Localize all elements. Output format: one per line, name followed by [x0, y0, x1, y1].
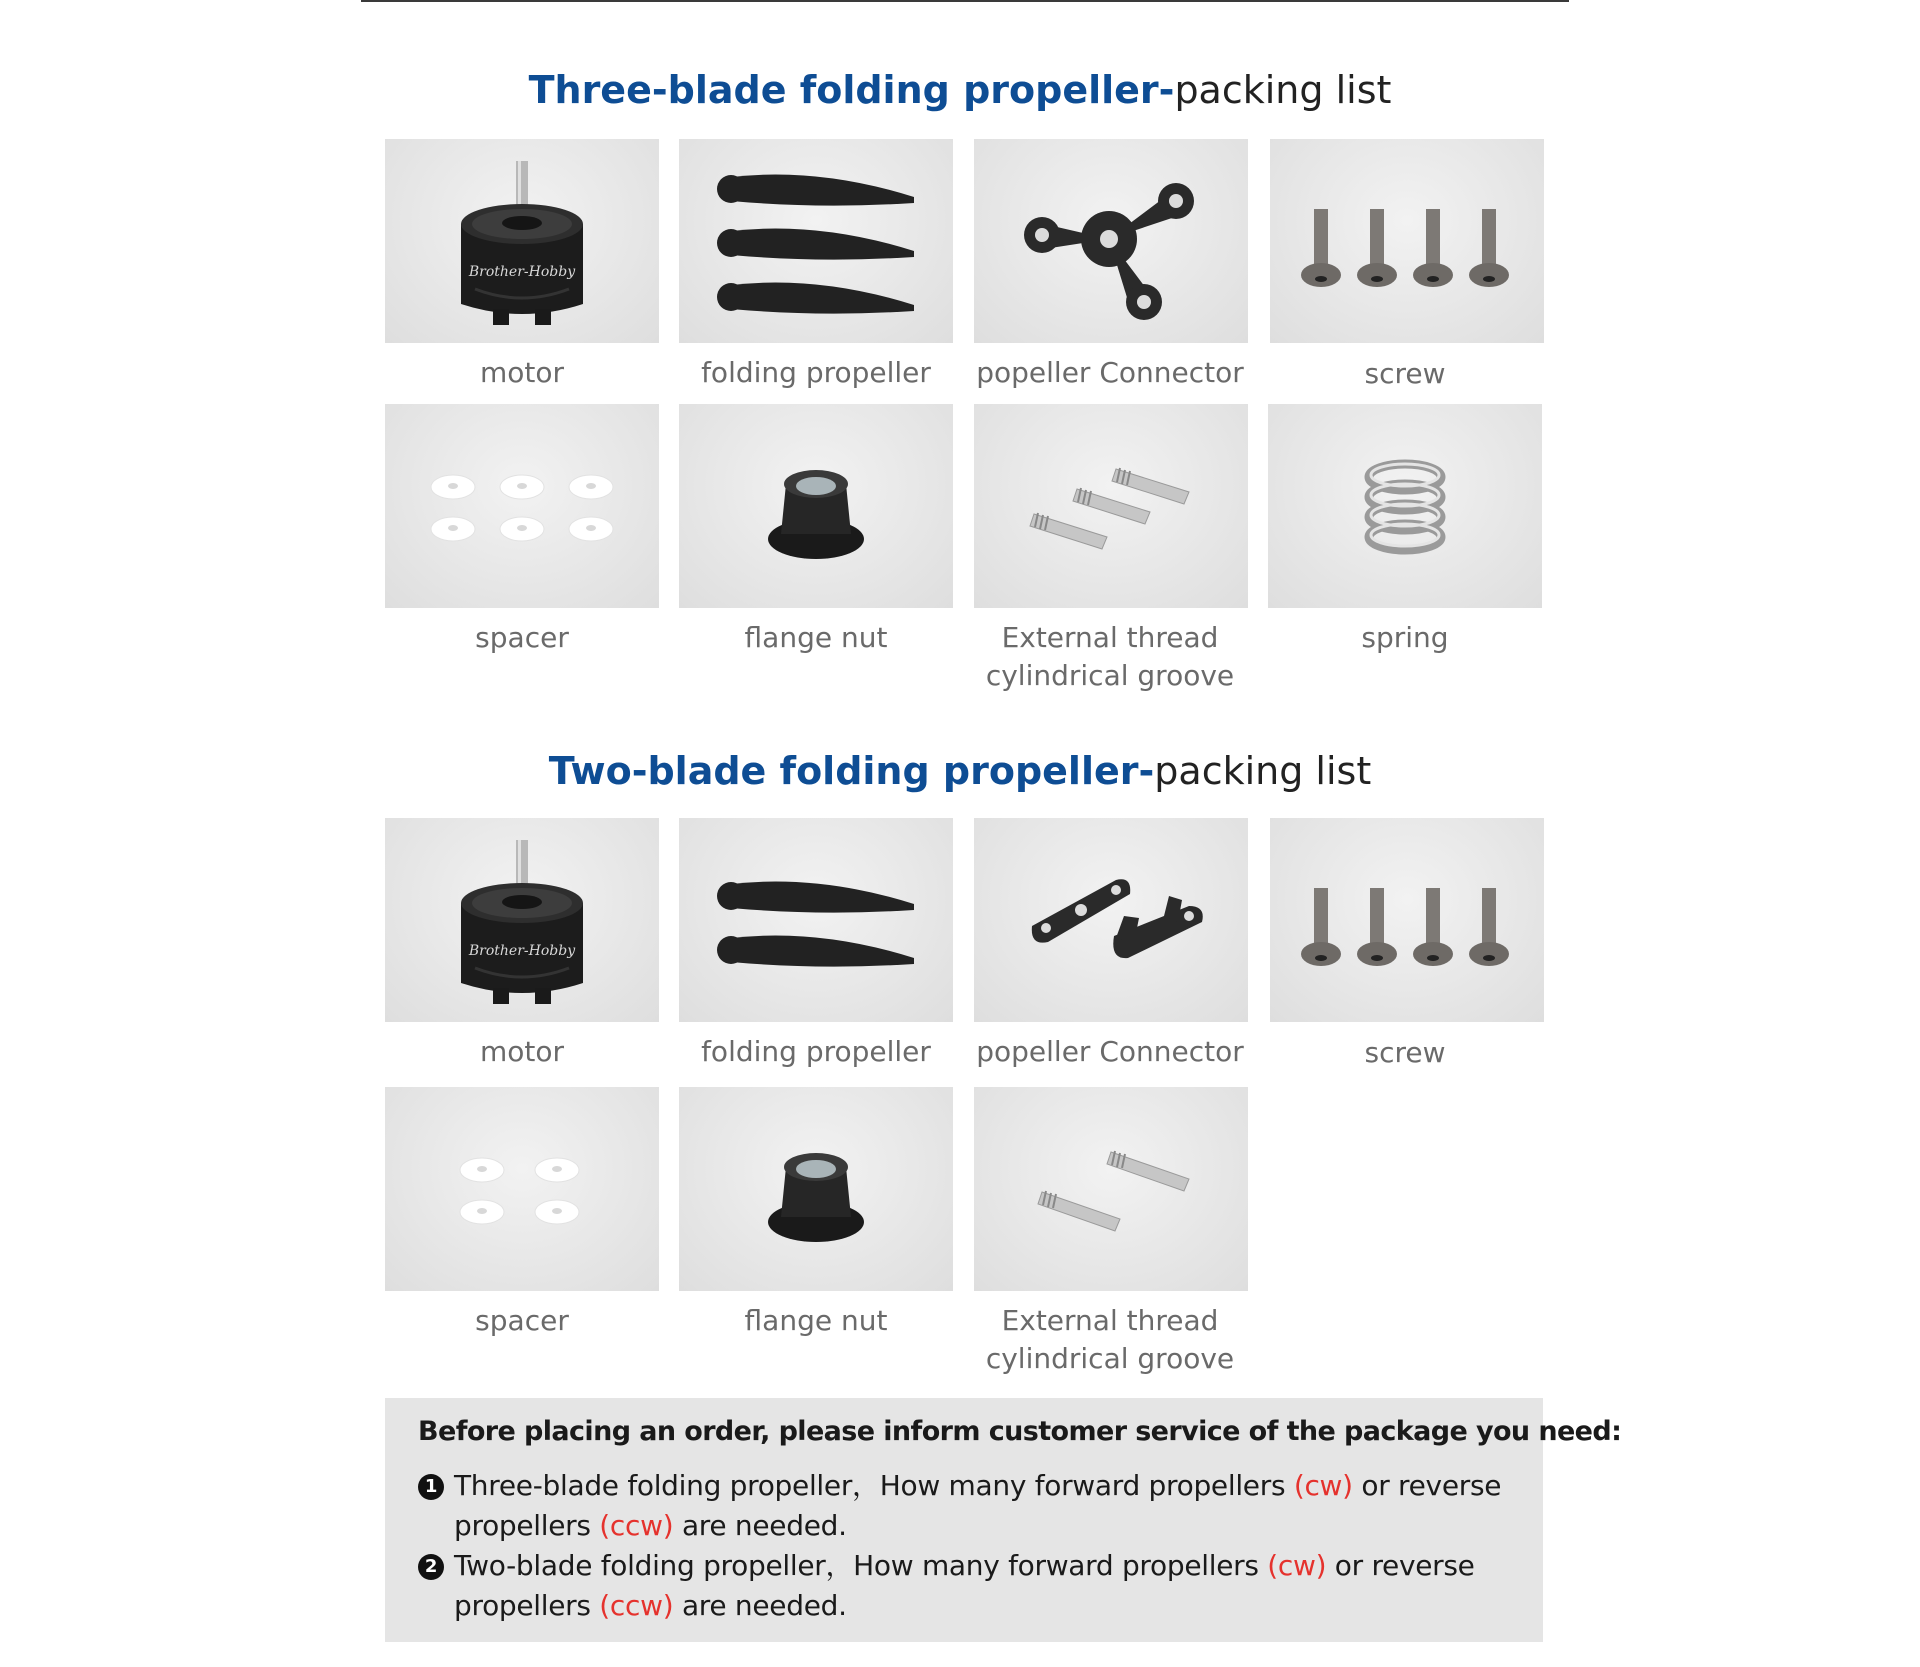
item-label: spacer: [475, 621, 569, 654]
two-plate-connector-icon: [974, 818, 1248, 1022]
section-title-two-blade: Two-blade folding propeller-packing list: [548, 749, 1372, 793]
spacers-icon: [385, 1087, 659, 1291]
folding-propeller-image: [679, 818, 953, 1022]
flange-nut-image: [679, 404, 953, 608]
item-label: popeller Connector: [976, 1035, 1244, 1068]
item-label-multiline: External thread cylindrical groove: [985, 1304, 1235, 1375]
propeller-connector-image: [974, 139, 1248, 343]
spacer-image: [385, 1087, 659, 1291]
item-label: screw: [1364, 1036, 1446, 1069]
folding-propeller-image: [679, 139, 953, 343]
propeller-connector-image: [974, 818, 1248, 1022]
motor-icon: [385, 139, 659, 343]
flange-nut-icon: [679, 1087, 953, 1291]
two-blade-propeller-icon: [679, 818, 953, 1022]
item-label: folding propeller: [701, 356, 931, 389]
section-title-three-blade: Three-blade folding propeller-packing list: [528, 68, 1392, 112]
item-label: folding propeller: [701, 1035, 931, 1068]
three-blade-propeller-icon: [679, 139, 953, 343]
spacer-image: [385, 404, 659, 608]
svg-text:Brother-Hobby: Brother-Hobby: [468, 264, 576, 280]
top-divider: [361, 0, 1569, 2]
threaded-pin-image: [974, 1087, 1248, 1291]
item-label: flange nut: [744, 1304, 888, 1337]
order-notice-item-1: 1 Three-blade folding propeller，How many forward propellers (cw) or reverse propellers (ccw) are needed.: [418, 1466, 1518, 1546]
order-notice-item-2: 2 Two-blade folding propeller，How many forward propellers (cw) or reverse propellers (ccw) are needed.: [418, 1546, 1518, 1626]
flange-nut-image: [679, 1087, 953, 1291]
motor-image: [385, 818, 659, 1022]
item-label: motor: [479, 1035, 565, 1068]
svg-text:Brother-Hobby: Brother-Hobby: [468, 943, 576, 959]
item-label: flange nut: [744, 621, 888, 654]
spring-image: [1268, 404, 1542, 608]
threaded-pin-image: [974, 404, 1248, 608]
screws-icon: [1270, 139, 1544, 343]
screw-image: [1270, 818, 1544, 1022]
flange-nut-icon: [679, 404, 953, 608]
motor-icon: [385, 818, 659, 1022]
motor-image: [385, 139, 659, 343]
item-label: motor: [479, 356, 565, 389]
spacers-icon: [385, 404, 659, 608]
item-label: screw: [1364, 357, 1446, 390]
number-badge: 1: [418, 1474, 444, 1500]
item-label: spacer: [475, 1304, 569, 1337]
order-notice-box: [385, 1398, 1622, 1642]
item-label-multiline: External thread cylindrical groove: [985, 621, 1235, 692]
item-label: spring: [1361, 621, 1449, 654]
threaded-pins-icon: [974, 404, 1248, 608]
order-notice-title: Before placing an order, please inform customer service of the package you need:: [418, 1416, 1622, 1447]
spring-icon: [1268, 404, 1542, 608]
screw-image: [1270, 139, 1544, 343]
number-badge: 2: [418, 1554, 444, 1580]
item-label: popeller Connector: [976, 356, 1244, 389]
three-arm-connector-icon: [974, 139, 1248, 343]
screws-icon: [1270, 818, 1544, 1022]
threaded-pins-icon: [974, 1087, 1248, 1291]
